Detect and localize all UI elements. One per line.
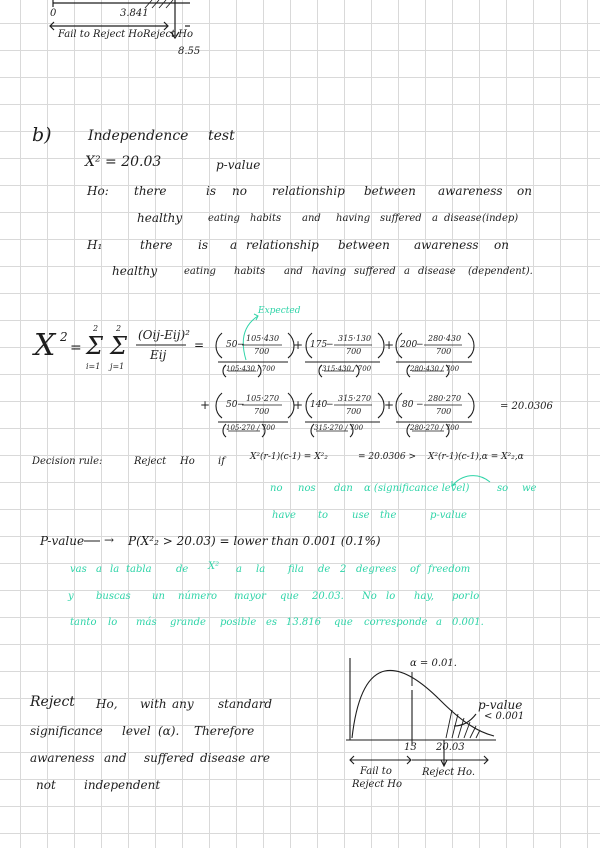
conclusion-word: any (172, 697, 194, 711)
green-note-word: nos (298, 483, 316, 494)
spanish-note: posible (220, 617, 257, 628)
decision-ho: Ho (180, 456, 195, 467)
conclusion-word: and (104, 751, 127, 765)
spanish-note: corresponde (364, 617, 428, 628)
spanish-note: No (362, 591, 377, 602)
h0-word: no (232, 184, 247, 198)
formula-equals-2: = (194, 338, 205, 352)
term4-num: 105·270 (246, 394, 280, 403)
term6-num: 280·270 (428, 394, 462, 403)
plus-sign: + (293, 338, 304, 352)
h1-label: H₁ (87, 238, 103, 252)
conclusion-word: (α). (158, 724, 180, 738)
spanish-note: es (266, 617, 278, 628)
term6-den: 700 (436, 407, 452, 416)
conclusion-word: suffered (144, 751, 195, 765)
green-note-word: p-value (430, 510, 467, 521)
sum-symbol-1: Σ (86, 332, 103, 360)
conclusion-word: disease (200, 751, 246, 765)
h1-word: suffered (354, 266, 396, 277)
term1-num: 105·430 (246, 334, 280, 343)
spanish-note: la (256, 564, 266, 575)
h0-word: habits (250, 213, 282, 224)
green-note-word: we (522, 483, 537, 494)
spanish-note: por (452, 591, 470, 602)
h0-word: between (364, 184, 416, 198)
decision-reject: Reject (134, 456, 167, 467)
h1-word: relationship (246, 238, 319, 252)
spanish-note: de (318, 564, 331, 575)
plus-sign: + (384, 398, 395, 412)
spanish-note: 0.001. (452, 617, 484, 628)
plus-sign: + (293, 398, 304, 412)
graph-fail-label: Fail to (360, 766, 392, 777)
top-axis-zero: 0 (50, 8, 57, 19)
spanish-note: a (96, 564, 102, 575)
spanish-note: de (176, 564, 189, 575)
term1-obs: 50 (226, 340, 238, 350)
term2-obs: 175 (310, 340, 328, 350)
spanish-note: número (178, 591, 218, 602)
pvalue-graph-label: p-value (478, 698, 523, 712)
term2-bottom: 315·430 / 700 (322, 365, 372, 373)
h1-word: awareness (414, 238, 479, 252)
term3-den: 700 (436, 347, 452, 356)
spanish-note: 20.03. (312, 591, 344, 602)
term5-den: 700 (346, 407, 362, 416)
term4-minus: − (237, 400, 245, 410)
term6-minus: − (416, 400, 424, 410)
sum1-top: 2 (93, 324, 99, 333)
spanish-note: hay, (414, 591, 434, 602)
top-fail-label: Fail to Reject Ho (58, 29, 144, 40)
spanish-note: la (110, 564, 120, 575)
h1-word: habits (234, 266, 266, 277)
plus-sign: + (384, 338, 395, 352)
term1-den: 700 (254, 347, 270, 356)
conclusion-word: Therefore (194, 724, 255, 738)
h1-word: and (284, 266, 303, 277)
h1-word: eating (184, 266, 216, 277)
spanish-note: lo (386, 591, 396, 602)
h1-word: a (230, 238, 238, 252)
term4-bottom: 105·270 / 700 (226, 424, 276, 432)
conclusion-word: standard (218, 697, 273, 711)
conclusion-word: are (250, 751, 270, 765)
spanish-note: vas (70, 564, 87, 575)
decision-lhs: X²(r-1)(c-1) = X²₂ (250, 452, 328, 462)
sum-symbol-2: Σ (110, 332, 127, 360)
term6-bottom: 280·270 / 700 (410, 424, 460, 432)
h0-word: awareness (438, 184, 503, 198)
h1-word: between (338, 238, 390, 252)
pvalue-word: p-value (216, 158, 261, 172)
chi-square-statistic: X² = 20.03 (85, 154, 162, 170)
spanish-note: que (280, 591, 299, 602)
graph-fail-label-2: Reject Ho (352, 779, 403, 790)
h0-label: Ho: (87, 184, 109, 198)
conclusion-word: Ho, (96, 697, 118, 711)
conclusion-word: Reject (30, 694, 75, 710)
h0-word: on (517, 184, 532, 198)
top-statistic-value: 8.55 (178, 46, 201, 57)
green-note-word: no (270, 483, 283, 494)
term2-minus: − (326, 340, 334, 350)
h0-word: a (432, 213, 438, 224)
h0-word: healthy (137, 211, 183, 225)
main-denominator: Eij (150, 348, 167, 362)
h0-word: and (302, 213, 321, 224)
decision-if: if (218, 456, 225, 467)
h0-word: relationship (272, 184, 345, 198)
spanish-note: fila (288, 564, 304, 575)
spanish-note: X² (208, 561, 220, 572)
green-note-word: the (380, 510, 397, 521)
decision-rhs: X²(r-1)(c-1),α = X²₂,α (428, 452, 524, 462)
part-b-label: b) (32, 124, 52, 146)
green-note-word: have (272, 510, 296, 521)
graph-reject-label: Reject Ho. (422, 767, 476, 778)
plus-sign: + (200, 398, 211, 412)
top-reject-label: Reject Ho (143, 29, 194, 40)
spanish-note: mayor (234, 591, 266, 602)
term3-bottom: 280·430 / 700 (410, 365, 460, 373)
green-note-word: to (318, 510, 329, 521)
pvalue-graph-label-2: < 0.001 (484, 711, 525, 722)
term3-obs: 200 (400, 340, 418, 350)
sum2-bottom: j=1 (110, 362, 125, 371)
expected-label: Expected (258, 306, 301, 316)
term5-minus: − (326, 400, 334, 410)
term3-minus: − (416, 340, 424, 350)
spanish-note: que (334, 617, 353, 628)
decision-mid: = 20.0306 > (358, 452, 417, 462)
h0-word: eating (208, 213, 240, 224)
conclusion-word: level (122, 724, 151, 738)
h1-word: is (198, 238, 208, 252)
h1-word: having (312, 266, 347, 277)
spanish-note: 2 (340, 564, 347, 575)
chi-symbol: X (34, 328, 56, 363)
term2-num: 315·130 (338, 334, 372, 343)
spanish-note: freedom (428, 564, 471, 575)
green-note-word: so (497, 483, 509, 494)
term4-obs: 50 (226, 400, 238, 410)
h1-word: (dependent). (468, 266, 533, 277)
spanish-note: tanto (70, 617, 97, 628)
spanish-note: 13.816 (286, 617, 321, 628)
top-critical-value: 3.841 (120, 8, 149, 19)
spanish-note: tabla (126, 564, 152, 575)
h1-word: healthy (112, 264, 158, 278)
spanish-note: grande (170, 617, 206, 628)
conclusion-word: significance (30, 724, 103, 738)
conclusion-word: independent (84, 778, 161, 792)
term6-obs: 80 (402, 400, 414, 410)
chi-exponent: 2 (60, 330, 68, 344)
h0-word: disease (444, 213, 482, 224)
formula-result: = 20.0306 (500, 401, 553, 412)
spanish-note: más (136, 617, 157, 628)
term1-bottom: 105·430 / 700 (226, 365, 276, 373)
spanish-note: lo (108, 617, 118, 628)
h0-word: having (336, 213, 371, 224)
h1-word: disease (418, 266, 456, 277)
term2-den: 700 (346, 347, 362, 356)
decision-label: Decision rule: (32, 456, 103, 467)
term1-minus: − (237, 340, 245, 350)
conclusion-word: awareness (30, 751, 95, 765)
alpha-label: α = 0.01. (410, 658, 457, 669)
h1-word: a (404, 266, 410, 277)
spanish-note: un (152, 591, 165, 602)
spanish-note: degrees (356, 564, 397, 575)
sum2-top: 2 (116, 324, 122, 333)
main-numerator: (Oij-Eij)² (138, 328, 190, 342)
green-note-word: α (significance level) (364, 483, 470, 494)
h1-word: there (140, 238, 173, 252)
term3-num: 280·430 (428, 334, 462, 343)
sum1-bottom: i=1 (86, 362, 101, 371)
term5-bottom: 315·270 / 700 (314, 424, 364, 432)
spanish-note: y (68, 591, 74, 602)
h1-word: on (494, 238, 509, 252)
pvalue-label: P-value (40, 534, 85, 548)
term5-num: 315·270 (338, 394, 372, 403)
term4-den: 700 (254, 407, 270, 416)
spanish-note: a (236, 564, 242, 575)
conclusion-word: not (36, 778, 56, 792)
tick-13-label: 13 (404, 742, 417, 753)
formula-equals: = (70, 340, 82, 356)
pvalue-arrow: → (104, 533, 115, 547)
conclusion-word: with (140, 697, 167, 711)
pvalue-expression: P(X²₂ > 20.03) = lower than 0.001 (0.1%) (128, 534, 381, 548)
spanish-note: a (436, 617, 442, 628)
spanish-note: lo (470, 591, 480, 602)
term5-obs: 140 (310, 400, 328, 410)
h0-word: (indep) (482, 213, 519, 224)
green-note-word: dan (334, 483, 353, 494)
test-title: test (208, 128, 235, 144)
spanish-note: buscas (96, 591, 131, 602)
green-note-word: use (352, 510, 370, 521)
tick-20-label: 20.03 (436, 742, 465, 753)
independence-title: Independence (88, 128, 189, 144)
h0-word: suffered (380, 213, 422, 224)
h0-word: is (206, 184, 216, 198)
h0-word: there (134, 184, 167, 198)
spanish-note: of (410, 564, 420, 575)
